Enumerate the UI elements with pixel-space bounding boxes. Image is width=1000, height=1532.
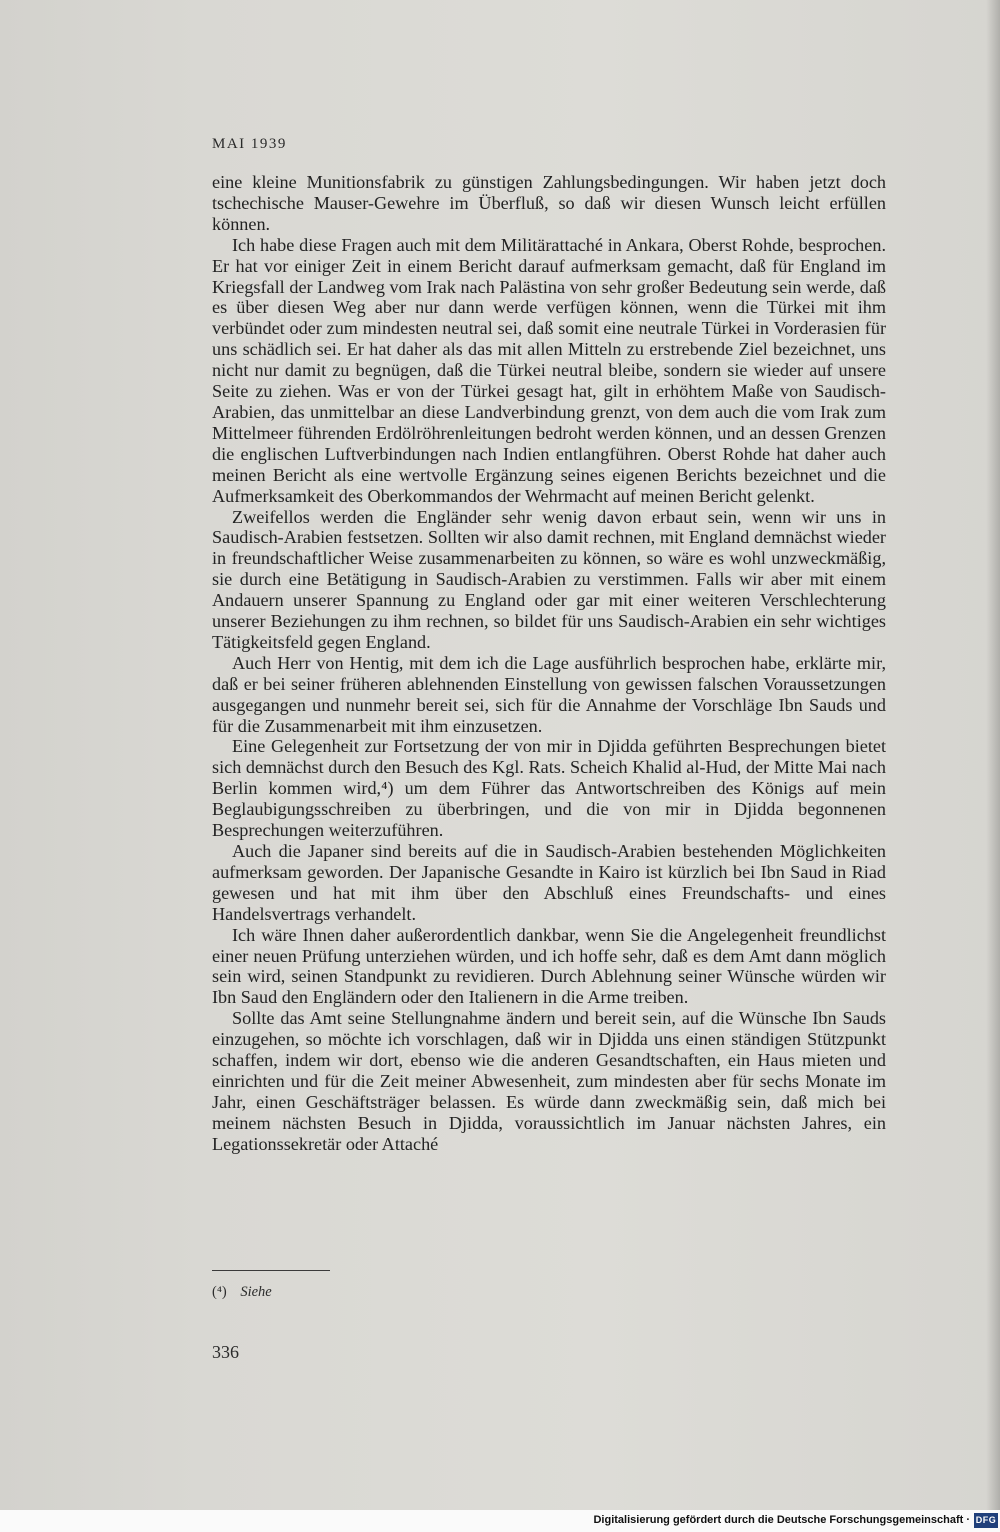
- paragraph: eine kleine Munitionsfabrik zu günstigen Zahlungsbedingungen. Wir haben jetzt doch tschechische Mauser-Gewehre im Überfluß, so daß wir diesen Wunsch leicht erfüllen können.: [212, 172, 886, 234]
- footnote-text: Siehe: [240, 1284, 272, 1300]
- footnote: [212, 1284, 272, 1301]
- dfg-logo-icon: DFG: [974, 1513, 998, 1528]
- paragraph: Sollte das Amt seine Stellungnahme ändern und bereit sein, auf die Wünsche Ibn Sauds einzugehen, so möchte ich vorschlagen, daß wir in Djidda uns einen ständigen Stützpunkt schaffen, indem wir dort, ebenso wie die anderen Gesandtschaften, ein Haus mieten und einrichten und für die Zeit meiner Abwesenheit, zum mindesten aber für sechs Monate im Jahr, einen Geschäftsträger belassen. Es würde dann zweckmäßig sein, daß mich bei meinem nächsten Besuch in Djidda, voraussichtlich im Januar nächsten Jahres, ein Legationssekretär oder Attaché: [212, 1008, 886, 1154]
- binding-shadow: [986, 0, 1000, 1510]
- body-text: [212, 172, 886, 1155]
- paragraph: Zweifellos werden die Engländer sehr wenig davon erbaut sein, wenn wir uns in Saudisch-Arabien festsetzen. Sollten wir also damit rechnen, mit England demnächst wieder in freundschaftlicher Weise zusammenarbeiten zu können, so wäre es wohl unzweckmäßig, sie durch eine Betätigung in Saudisch-Arabien zu verstimmen. Falls wir aber mit einem Andauern unserer Spannung zu England oder gar mit einer weiteren Verschlechterung unserer Beziehungen zu ihm rechnen, so bildet für uns Saudisch-Arabien ein sehr wichtiges Tätigkeitsfeld gegen England.: [212, 506, 886, 652]
- running-head: MAI 1939: [212, 136, 287, 152]
- paragraph: Ich habe diese Fragen auch mit dem Militärattaché in Ankara, Oberst Rohde, besprochen. Er hat vor einiger Zeit in einem Bericht darauf aufmerksam gemacht, daß für England im Kriegsfall der Landweg vom Irak nach Palästina von sehr großer Bedeutung sein werde, daß es über diesen Weg aber nur dann werde verfügen können, wenn die Türkei mit ihm verbündet oder zum mindesten neutral sei, daß somit eine neutrale Türkei in Vorderasien für uns schädlich sei. Er hat daher als das mit allen Mitteln zu erstrebende Ziel bezeichnet, uns nicht nur damit zu begnügen, daß die Türkei neutral bleibe, sondern sie wieder auf unsere Seite zu ziehen. Was er von der Türkei gesagt hat, gilt in erhöhtem Maße von Saudisch-Arabien, das unmittelbar an diese Landverbindung grenzt, von dem auch die vom Irak zum Mittelmeer führenden Erdölröhrenleitungen bedroht werden können, und an dessen Grenzen die englischen Luftverbindungen nach Indien entlangführen. Oberst Rohde hat daher auch meinen Bericht als eine wertvolle Ergänzung seines eigenen Berichts bezeichnet und die Aufmerksamkeit des Oberkommandos der Wehrmacht auf meinen Bericht gelenkt.: [212, 234, 886, 506]
- credit-bar: [0, 1510, 1000, 1532]
- paragraph: Ich wäre Ihnen daher außerordentlich dankbar, wenn Sie die Angelegenheit freundlichst einer neuen Prüfung unterziehen würden, und ich hoffe sehr, daß es dem Amt dann möglich sein wird, seinen Standpunkt zu revidieren. Durch Ablehnung seiner Wünsche würden wir Ibn Saud den Engländern oder den Italienern in die Arme treiben.: [212, 924, 886, 1008]
- footnote-rule: [212, 1270, 330, 1271]
- credit-line: Digitalisierung gefördert durch die Deutsche Forschungsgemeinschaft ·: [593, 1514, 970, 1526]
- paragraph: Eine Gelegenheit zur Fortsetzung der von mir in Djidda geführten Besprechungen bietet sich demnächst durch den Besuch des Kgl. Rats. Scheich Khalid al-Hud, der Mitte Mai nach Berlin kommen wird,⁴) um dem Führer das Antwortschreiben des Königs auf mein Beglaubigungsschreiben zu überbringen, und die von mir in Djidda begonnenen Besprechungen weiterzuführen.: [212, 736, 886, 841]
- footnote-mark: (⁴): [212, 1284, 227, 1300]
- paragraph: Auch die Japaner sind bereits auf die in Saudisch-Arabien bestehenden Möglichkeiten aufmerksam geworden. Der Japanische Gesandte in Kairo ist kürzlich bei Ibn Saud in Riad gewesen und hat mit ihm über den Abschluß eines Freundschafts- und eines Handelsvertrags verhandelt.: [212, 841, 886, 924]
- page-number: 336: [212, 1342, 239, 1362]
- paragraph: Auch Herr von Hentig, mit dem ich die Lage ausführlich besprochen habe, erklärte mir, daß er bei seiner früheren ablehnenden Einstellung von gewissen falschen Voraussetzungen ausgegangen und nunmehr bereit sei, sich für die Annahme der Vorschläge Ibn Sauds und für die Zusammenarbeit mit ihm einzusetzen.: [212, 652, 886, 736]
